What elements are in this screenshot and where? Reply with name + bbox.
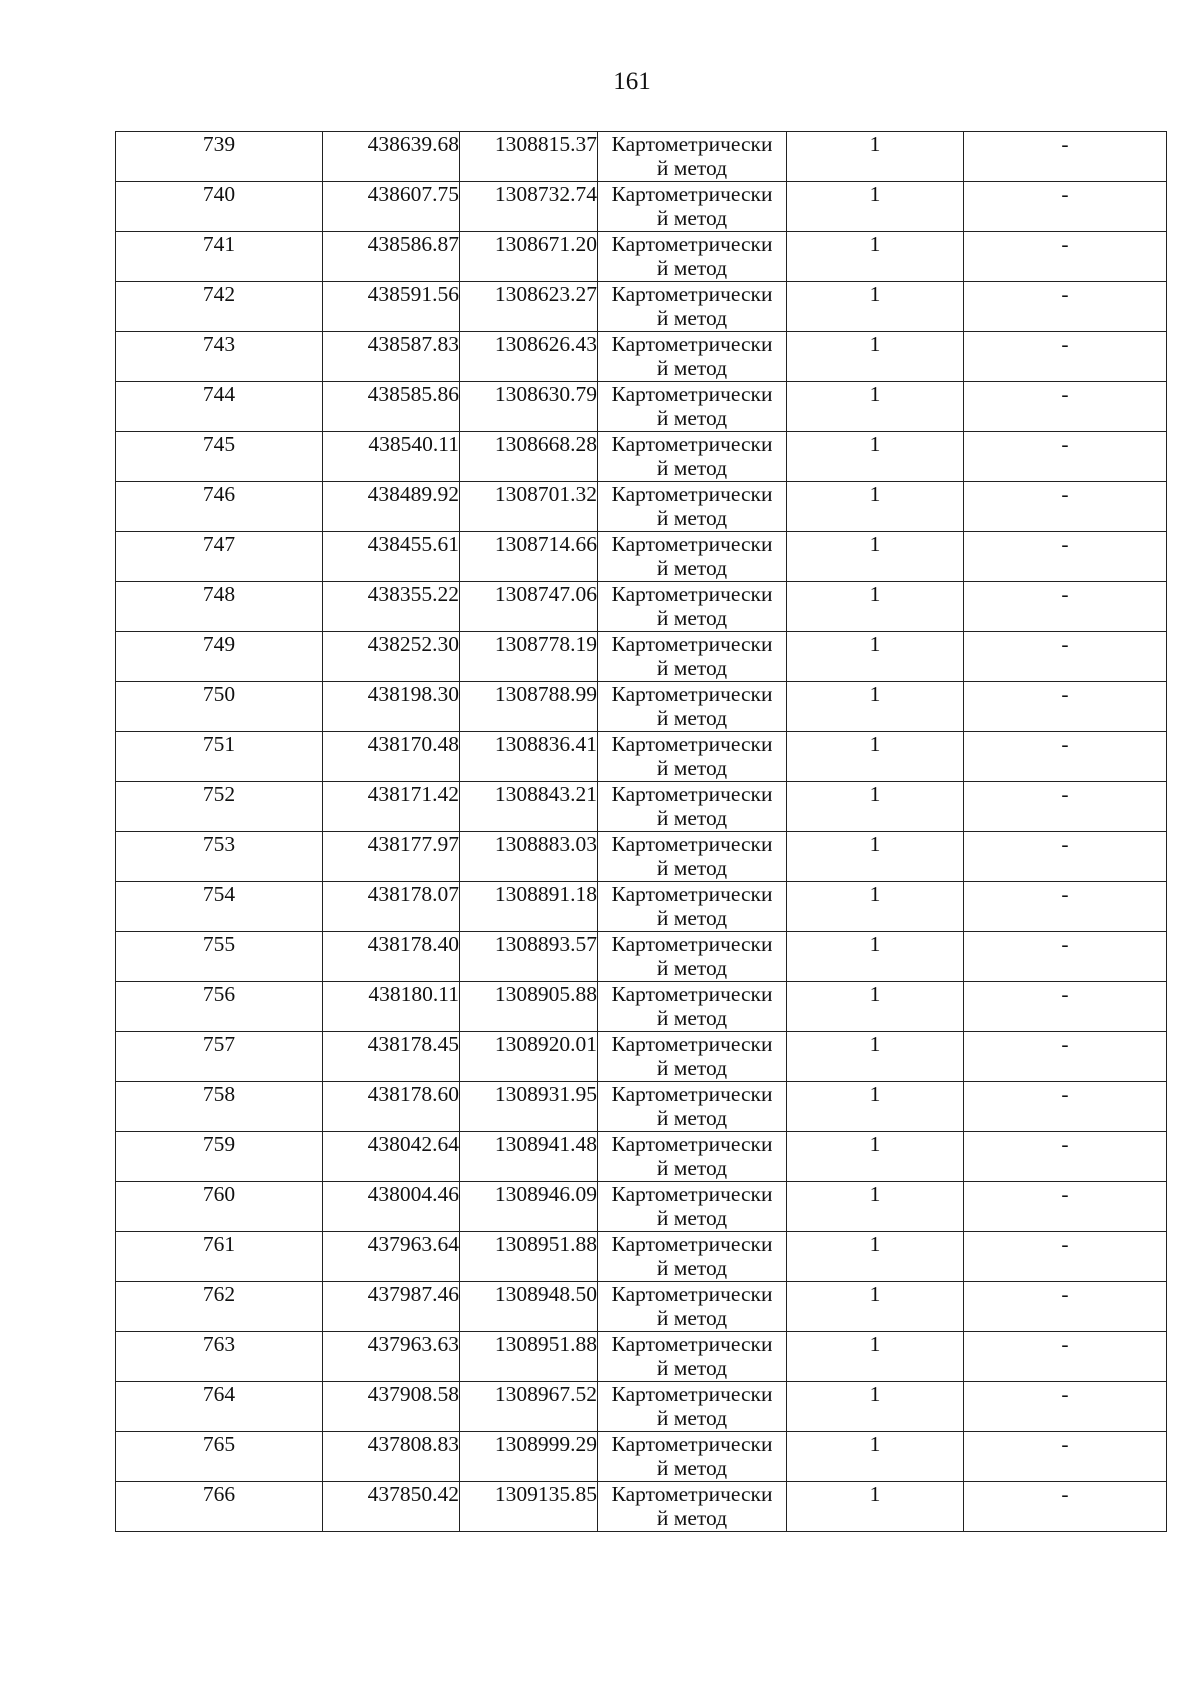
method-line-2: й метод (656, 1456, 728, 1480)
note-cell: - (964, 1232, 1167, 1282)
x-coordinate-cell: 438355.22 (323, 582, 460, 632)
method-cell (598, 1032, 787, 1082)
table-row (116, 532, 1167, 582)
method-line-1: Картометрически (611, 532, 773, 556)
method-line-2: й метод (656, 256, 728, 280)
point-number-cell: 751 (116, 732, 323, 782)
note-cell: - (964, 182, 1167, 232)
method-cell (598, 382, 787, 432)
accuracy-cell: 1 (787, 1182, 964, 1232)
y-coordinate-cell: 1308630.79 (460, 382, 598, 432)
method-cell (598, 232, 787, 282)
method-cell (598, 1132, 787, 1182)
method-line-1: Картометрически (611, 832, 773, 856)
note-cell: - (964, 682, 1167, 732)
note-cell: - (964, 832, 1167, 882)
point-number-cell: 765 (116, 1432, 323, 1482)
accuracy-cell: 1 (787, 1382, 964, 1432)
table-row (116, 1482, 1167, 1532)
method-line-2: й метод (656, 206, 728, 230)
method-line-1: Картометрически (611, 432, 773, 456)
accuracy-cell: 1 (787, 482, 964, 532)
method-line-2: й метод (656, 356, 728, 380)
note-cell: - (964, 732, 1167, 782)
method-line-2: й метод (656, 1156, 728, 1180)
method-line-2: й метод (656, 1206, 728, 1230)
method-line-2: й метод (656, 556, 728, 580)
method-cell (598, 982, 787, 1032)
method-line-2: й метод (656, 506, 728, 530)
table-row (116, 1432, 1167, 1482)
method-line-1: Картометрически (611, 882, 773, 906)
accuracy-cell: 1 (787, 1482, 964, 1532)
method-line-1: Картометрически (611, 232, 773, 256)
y-coordinate-cell: 1308843.21 (460, 782, 598, 832)
y-coordinate-cell: 1308623.27 (460, 282, 598, 332)
table-row (116, 332, 1167, 382)
y-coordinate-cell: 1308893.57 (460, 932, 598, 982)
table-row (116, 732, 1167, 782)
method-line-2: й метод (656, 1056, 728, 1080)
point-number-cell: 764 (116, 1382, 323, 1432)
method-line-1: Картометрически (611, 1082, 773, 1106)
method-line-2: й метод (656, 906, 728, 930)
method-cell (598, 532, 787, 582)
note-cell: - (964, 482, 1167, 532)
note-cell: - (964, 232, 1167, 282)
table-row (116, 1032, 1167, 1082)
note-cell: - (964, 282, 1167, 332)
point-number-cell: 763 (116, 1332, 323, 1382)
table-row (116, 232, 1167, 282)
x-coordinate-cell: 437963.63 (323, 1332, 460, 1382)
table-row (116, 882, 1167, 932)
method-cell (598, 882, 787, 932)
method-cell (598, 282, 787, 332)
table-row (116, 282, 1167, 332)
point-number-cell: 742 (116, 282, 323, 332)
y-coordinate-cell: 1308747.06 (460, 582, 598, 632)
method-line-1: Картометрически (611, 182, 773, 206)
y-coordinate-cell: 1308626.43 (460, 332, 598, 382)
note-cell: - (964, 382, 1167, 432)
method-cell (598, 332, 787, 382)
note-cell: - (964, 932, 1167, 982)
x-coordinate-cell: 437963.64 (323, 1232, 460, 1282)
x-coordinate-cell: 437908.58 (323, 1382, 460, 1432)
method-line-1: Картометрически (611, 132, 773, 156)
x-coordinate-cell: 438178.40 (323, 932, 460, 982)
note-cell: - (964, 532, 1167, 582)
accuracy-cell: 1 (787, 182, 964, 232)
table-row (116, 632, 1167, 682)
point-number-cell: 760 (116, 1182, 323, 1232)
point-number-cell: 757 (116, 1032, 323, 1082)
x-coordinate-cell: 438170.48 (323, 732, 460, 782)
x-coordinate-cell: 438178.60 (323, 1082, 460, 1132)
accuracy-cell: 1 (787, 332, 964, 382)
method-cell (598, 1332, 787, 1382)
accuracy-cell: 1 (787, 932, 964, 982)
y-coordinate-cell: 1308778.19 (460, 632, 598, 682)
accuracy-cell: 1 (787, 682, 964, 732)
method-line-2: й метод (656, 456, 728, 480)
method-line-1: Картометрически (611, 982, 773, 1006)
method-line-2: й метод (656, 956, 728, 980)
accuracy-cell: 1 (787, 382, 964, 432)
point-number-cell: 752 (116, 782, 323, 832)
y-coordinate-cell: 1309135.85 (460, 1482, 598, 1532)
accuracy-cell: 1 (787, 1332, 964, 1382)
method-cell (598, 1432, 787, 1482)
x-coordinate-cell: 438585.86 (323, 382, 460, 432)
method-cell (598, 1282, 787, 1332)
method-line-1: Картометрически (611, 1282, 773, 1306)
point-number-cell: 766 (116, 1482, 323, 1532)
accuracy-cell: 1 (787, 832, 964, 882)
point-number-cell: 743 (116, 332, 323, 382)
note-cell: - (964, 1082, 1167, 1132)
accuracy-cell: 1 (787, 1032, 964, 1082)
point-number-cell: 759 (116, 1132, 323, 1182)
accuracy-cell: 1 (787, 782, 964, 832)
point-number-cell: 739 (116, 132, 323, 182)
y-coordinate-cell: 1308836.41 (460, 732, 598, 782)
table-row (116, 382, 1167, 432)
y-coordinate-cell: 1308668.28 (460, 432, 598, 482)
method-cell (598, 632, 787, 682)
y-coordinate-cell: 1308941.48 (460, 1132, 598, 1182)
x-coordinate-cell: 437987.46 (323, 1282, 460, 1332)
table-row (116, 1332, 1167, 1382)
point-number-cell: 753 (116, 832, 323, 882)
x-coordinate-cell: 438586.87 (323, 232, 460, 282)
method-line-2: й метод (656, 1506, 728, 1530)
method-cell (598, 1232, 787, 1282)
point-number-cell: 747 (116, 532, 323, 582)
note-cell: - (964, 432, 1167, 482)
table-row (116, 982, 1167, 1032)
accuracy-cell: 1 (787, 882, 964, 932)
method-line-2: й метод (656, 856, 728, 880)
y-coordinate-cell: 1308714.66 (460, 532, 598, 582)
method-line-1: Картометрически (611, 482, 773, 506)
point-number-cell: 756 (116, 982, 323, 1032)
accuracy-cell: 1 (787, 132, 964, 182)
method-line-1: Картометрически (611, 732, 773, 756)
table-row (116, 432, 1167, 482)
table-row (116, 932, 1167, 982)
point-number-cell: 749 (116, 632, 323, 682)
x-coordinate-cell: 437808.83 (323, 1432, 460, 1482)
method-line-2: й метод (656, 1406, 728, 1430)
x-coordinate-cell: 438591.56 (323, 282, 460, 332)
x-coordinate-cell: 438489.92 (323, 482, 460, 532)
method-cell (598, 1082, 787, 1132)
method-cell (598, 132, 787, 182)
note-cell: - (964, 1482, 1167, 1532)
x-coordinate-cell: 438198.30 (323, 682, 460, 732)
method-line-2: й метод (656, 1306, 728, 1330)
x-coordinate-cell: 438178.45 (323, 1032, 460, 1082)
x-coordinate-cell: 438178.07 (323, 882, 460, 932)
method-line-2: й метод (656, 606, 728, 630)
x-coordinate-cell: 438455.61 (323, 532, 460, 582)
accuracy-cell: 1 (787, 982, 964, 1032)
method-line-1: Картометрически (611, 1032, 773, 1056)
note-cell: - (964, 982, 1167, 1032)
point-number-cell: 761 (116, 1232, 323, 1282)
y-coordinate-cell: 1308920.01 (460, 1032, 598, 1082)
point-number-cell: 755 (116, 932, 323, 982)
method-line-1: Картометрически (611, 782, 773, 806)
table-row (116, 782, 1167, 832)
method-line-1: Картометрически (611, 932, 773, 956)
method-line-2: й метод (656, 1006, 728, 1030)
method-line-1: Картометрически (611, 582, 773, 606)
method-line-2: й метод (656, 806, 728, 830)
point-number-cell: 745 (116, 432, 323, 482)
table-row (116, 482, 1167, 532)
y-coordinate-cell: 1308951.88 (460, 1232, 598, 1282)
method-line-2: й метод (656, 756, 728, 780)
method-cell (598, 432, 787, 482)
point-number-cell: 750 (116, 682, 323, 732)
x-coordinate-cell: 438639.68 (323, 132, 460, 182)
x-coordinate-cell: 438252.30 (323, 632, 460, 682)
point-number-cell: 762 (116, 1282, 323, 1332)
point-number-cell: 754 (116, 882, 323, 932)
accuracy-cell: 1 (787, 432, 964, 482)
point-number-cell: 740 (116, 182, 323, 232)
y-coordinate-cell: 1308931.95 (460, 1082, 598, 1132)
x-coordinate-cell: 438042.64 (323, 1132, 460, 1182)
y-coordinate-cell: 1308883.03 (460, 832, 598, 882)
method-cell (598, 732, 787, 782)
method-line-2: й метод (656, 156, 728, 180)
accuracy-cell: 1 (787, 232, 964, 282)
note-cell: - (964, 1182, 1167, 1232)
method-cell (598, 1182, 787, 1232)
method-cell (598, 1482, 787, 1532)
x-coordinate-cell: 438607.75 (323, 182, 460, 232)
accuracy-cell: 1 (787, 1082, 964, 1132)
y-coordinate-cell: 1308732.74 (460, 182, 598, 232)
method-cell (598, 482, 787, 532)
note-cell: - (964, 1382, 1167, 1432)
note-cell: - (964, 1282, 1167, 1332)
point-number-cell: 744 (116, 382, 323, 432)
table-row (116, 582, 1167, 632)
note-cell: - (964, 882, 1167, 932)
note-cell: - (964, 1432, 1167, 1482)
accuracy-cell: 1 (787, 282, 964, 332)
table-row (116, 832, 1167, 882)
note-cell: - (964, 1132, 1167, 1182)
method-line-2: й метод (656, 1356, 728, 1380)
x-coordinate-cell: 437850.42 (323, 1482, 460, 1532)
table-row (116, 182, 1167, 232)
page-number: 161 (613, 68, 651, 95)
point-number-cell: 746 (116, 482, 323, 532)
method-cell (598, 932, 787, 982)
method-line-1: Картометрически (611, 1482, 773, 1506)
accuracy-cell: 1 (787, 1432, 964, 1482)
accuracy-cell: 1 (787, 732, 964, 782)
method-line-1: Картометрически (611, 1432, 773, 1456)
method-cell (598, 582, 787, 632)
table-row (116, 132, 1167, 182)
x-coordinate-cell: 438587.83 (323, 332, 460, 382)
note-cell: - (964, 632, 1167, 682)
method-cell (598, 182, 787, 232)
accuracy-cell: 1 (787, 1232, 964, 1282)
x-coordinate-cell: 438177.97 (323, 832, 460, 882)
y-coordinate-cell: 1308701.32 (460, 482, 598, 532)
y-coordinate-cell: 1308948.50 (460, 1282, 598, 1332)
method-cell (598, 832, 787, 882)
table-row (116, 1182, 1167, 1232)
method-cell (598, 682, 787, 732)
method-line-2: й метод (656, 406, 728, 430)
method-cell (598, 1382, 787, 1432)
note-cell: - (964, 1032, 1167, 1082)
method-line-1: Картометрически (611, 1182, 773, 1206)
method-line-1: Картометрически (611, 1332, 773, 1356)
note-cell: - (964, 582, 1167, 632)
method-line-1: Картометрически (611, 1132, 773, 1156)
y-coordinate-cell: 1308946.09 (460, 1182, 598, 1232)
x-coordinate-cell: 438180.11 (323, 982, 460, 1032)
method-line-1: Картометрически (611, 1232, 773, 1256)
table-row (116, 1082, 1167, 1132)
y-coordinate-cell: 1308671.20 (460, 232, 598, 282)
method-line-2: й метод (656, 656, 728, 680)
method-line-2: й метод (656, 1106, 728, 1130)
method-line-2: й метод (656, 306, 728, 330)
y-coordinate-cell: 1308905.88 (460, 982, 598, 1032)
table-row (116, 1232, 1167, 1282)
x-coordinate-cell: 438171.42 (323, 782, 460, 832)
method-line-2: й метод (656, 1256, 728, 1280)
table-row (116, 1382, 1167, 1432)
note-cell: - (964, 782, 1167, 832)
method-line-1: Картометрически (611, 382, 773, 406)
point-number-cell: 758 (116, 1082, 323, 1132)
y-coordinate-cell: 1308951.88 (460, 1332, 598, 1382)
y-coordinate-cell: 1308891.18 (460, 882, 598, 932)
method-line-1: Картометрически (611, 332, 773, 356)
note-cell: - (964, 332, 1167, 382)
accuracy-cell: 1 (787, 532, 964, 582)
point-number-cell: 741 (116, 232, 323, 282)
x-coordinate-cell: 438004.46 (323, 1182, 460, 1232)
method-line-1: Картометрически (611, 1382, 773, 1406)
table-row (116, 1282, 1167, 1332)
accuracy-cell: 1 (787, 632, 964, 682)
y-coordinate-cell: 1308967.52 (460, 1382, 598, 1432)
table-row (116, 682, 1167, 732)
accuracy-cell: 1 (787, 1132, 964, 1182)
method-line-2: й метод (656, 706, 728, 730)
x-coordinate-cell: 438540.11 (323, 432, 460, 482)
y-coordinate-cell: 1308815.37 (460, 132, 598, 182)
y-coordinate-cell: 1308788.99 (460, 682, 598, 732)
note-cell: - (964, 132, 1167, 182)
y-coordinate-cell: 1308999.29 (460, 1432, 598, 1482)
accuracy-cell: 1 (787, 582, 964, 632)
coordinates-table (115, 131, 1167, 1532)
method-line-1: Картометрически (611, 282, 773, 306)
method-cell (598, 782, 787, 832)
method-line-1: Картометрически (611, 632, 773, 656)
point-number-cell: 748 (116, 582, 323, 632)
table-row (116, 1132, 1167, 1182)
note-cell: - (964, 1332, 1167, 1382)
method-line-1: Картометрически (611, 682, 773, 706)
table-body (116, 132, 1167, 1532)
accuracy-cell: 1 (787, 1282, 964, 1332)
